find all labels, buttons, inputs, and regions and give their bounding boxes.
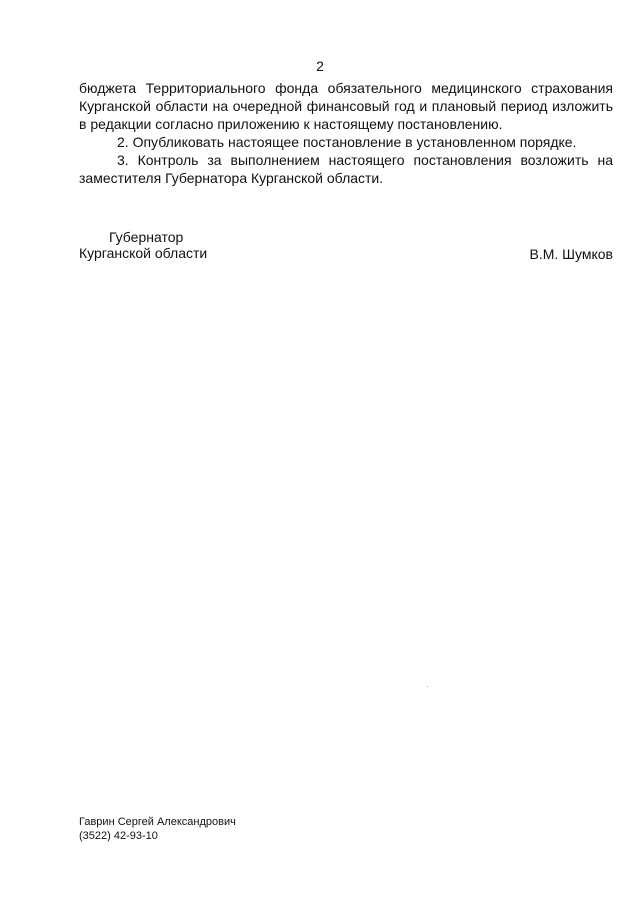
executor-name: Гаврин Сергей Александрович	[79, 816, 236, 828]
signatory-title-line1: Губернатор	[109, 229, 184, 245]
paragraph-item-3: 3. Контроль за выполнением настоящего постановления возложить на заместителя Губернатора Курганской области.	[79, 152, 613, 186]
scan-speck	[427, 686, 428, 687]
executor-phone: (3522) 42-93-10	[79, 830, 158, 842]
document-body	[79, 79, 613, 187]
paragraph-item-2: 2. Опубликовать настоящее постановление в установленном порядке.	[117, 134, 577, 150]
executor-block	[79, 815, 236, 843]
page-number: 2	[316, 58, 324, 74]
paragraph-continuation: бюджета Территориального фонда обязательного медицинского страхования Курганской области на очередной финансовый год и плановый период изложить в редакции согласно приложению к настоящему постановлению.	[79, 80, 613, 132]
signature-block	[79, 228, 613, 268]
signatory-name: В.М. Шумков	[529, 246, 613, 262]
signatory-title-line2: Курганской области	[79, 245, 208, 261]
